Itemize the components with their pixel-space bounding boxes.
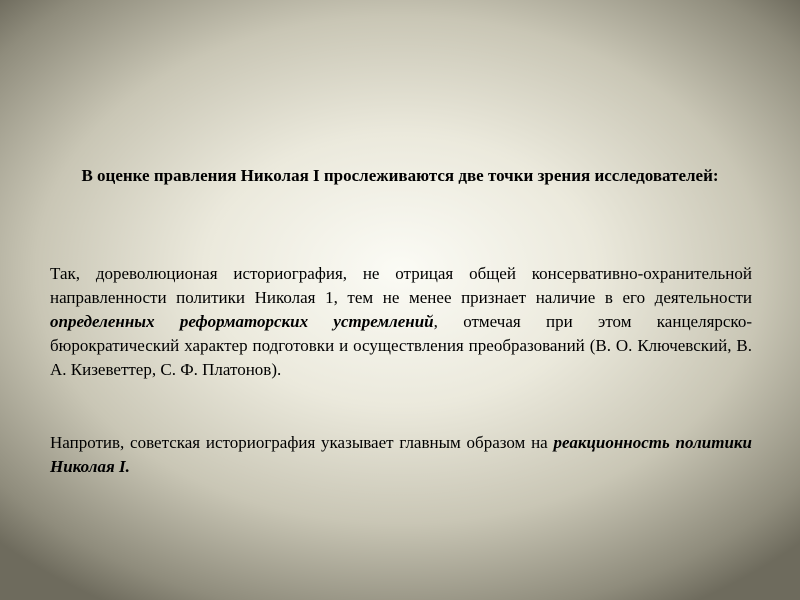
paragraph1-text: Так, дореволюционая историография, не отрицая общей консервативно-охранительной направленности политики Николая 1, тем не менее признает наличие в его деятельности [50, 264, 752, 307]
paragraph-soviet [50, 431, 752, 479]
paragraph1-text-end: , отмечая при этом канцелярско-бюрократический характер подготовки и осуществления преобразований (В. О. Ключевский, В. А. Кизеветтер, С. Ф. Платонов). [50, 312, 752, 379]
paragraph2-text: Напротив, советская историография указывает главным образом на [50, 433, 554, 452]
paragraph2-emphasis: реакционность политики Николая I. [50, 433, 752, 476]
paragraph1-emphasis: определенных реформаторских устремлений [50, 312, 434, 331]
paragraph-prerevolutionary [50, 262, 752, 382]
slide-heading: В оценке правления Николая I прослеживаются две точки зрения исследователей: [81, 166, 719, 185]
